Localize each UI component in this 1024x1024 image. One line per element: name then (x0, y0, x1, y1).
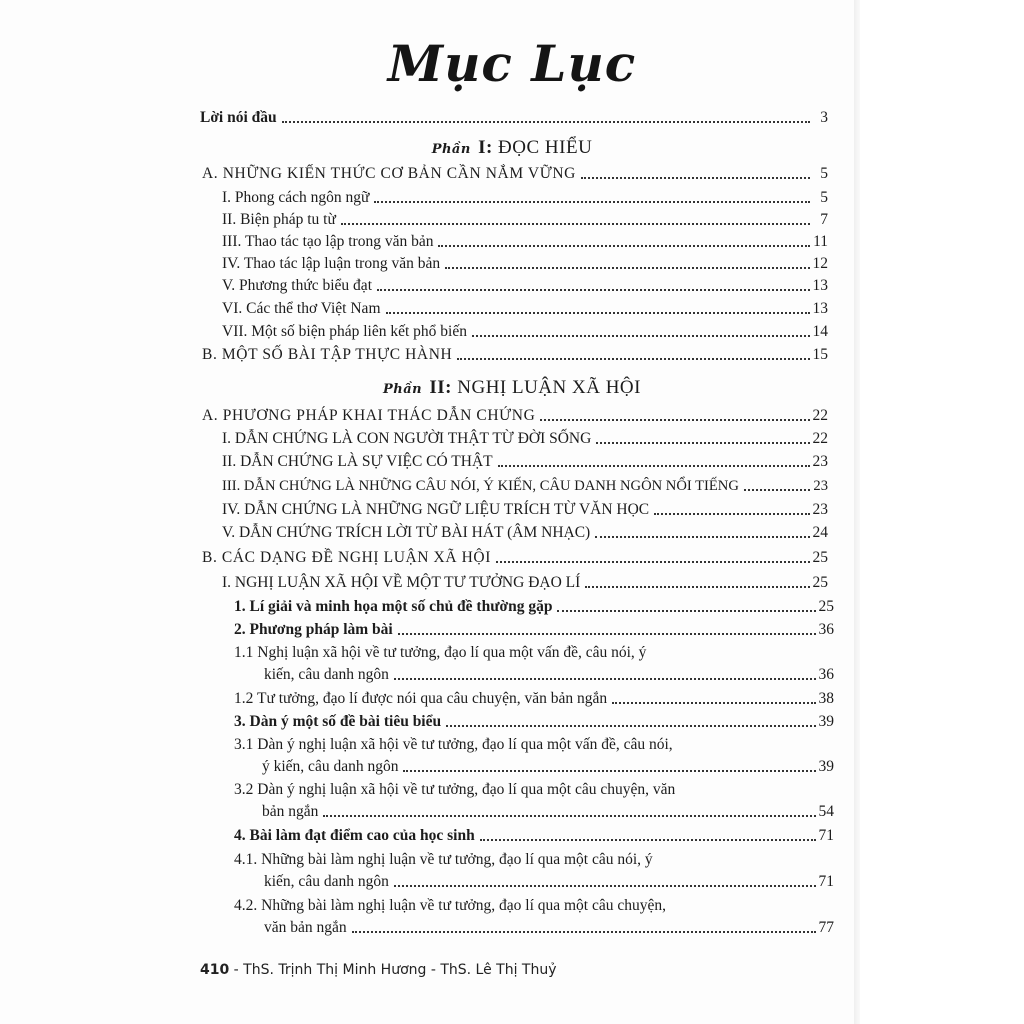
leader-dots (581, 177, 810, 179)
toc-entry (222, 523, 828, 543)
leader-dots (394, 678, 816, 680)
leader-dots (394, 885, 816, 887)
toc-entry (202, 548, 828, 568)
page-number: 410 (200, 962, 230, 978)
toc-title: Mục Lục (387, 34, 637, 93)
toc-entry-label: ý kiến, câu danh ngôn (262, 758, 399, 775)
toc-entry-page: 38 (818, 690, 834, 707)
toc-entry (262, 757, 834, 777)
toc-entry (264, 872, 834, 892)
leader-dots (374, 201, 810, 203)
part-heading (0, 376, 1024, 402)
leader-dots (352, 931, 816, 933)
toc-entry-page: 36 (818, 621, 834, 638)
toc-entry-page: 24 (812, 524, 828, 541)
leader-dots (480, 839, 816, 841)
toc-entry (222, 500, 828, 520)
toc-entry-label: A. PHƯƠNG PHÁP KHAI THÁC DẪN CHỨNG (202, 407, 536, 424)
toc-entry-page: 23 (812, 453, 828, 470)
toc-entry-label-line1: 3.1 Dàn ý nghị luận xã hội về tư tưởng, đạo lí qua một vấn đề, câu nói, (234, 736, 673, 753)
toc-entry-page: 71 (818, 827, 834, 844)
toc-entry-page: 25 (812, 549, 828, 566)
toc-entry-label: V. DẪN CHỨNG TRÍCH LỜI TỪ BÀI HÁT (ÂM NHẠC) (222, 524, 591, 541)
toc-entry-label: kiến, câu danh ngôn (264, 873, 389, 890)
leader-dots (445, 267, 810, 269)
toc-entry-page: 14 (812, 323, 828, 340)
toc-entry (222, 476, 828, 496)
leader-dots (282, 121, 810, 123)
part-prefix: Phần (383, 382, 423, 397)
toc-entry-label: A. NHỮNG KIẾN THỨC CƠ BẢN CẦN NẮM VỮNG (202, 165, 576, 182)
toc-entry-page: 13 (812, 277, 828, 294)
toc-entry-page: 22 (812, 430, 828, 447)
toc-entry-page: 15 (812, 346, 828, 363)
leader-dots (540, 419, 810, 421)
toc-entry-label: văn bản ngắn (264, 919, 347, 936)
toc-entry-label-line1: 4.1. Những bài làm nghị luận về tư tưởng, đạo lí qua một câu nói, ý (234, 851, 653, 868)
toc-entry-label: B. MỘT SỐ BÀI TẬP THỰC HÀNH (202, 346, 453, 363)
toc-entry-label: 1. Lí giải và minh họa một số chủ đề thường gặp (234, 598, 553, 615)
leader-dots (446, 725, 816, 727)
toc-entry (222, 210, 828, 230)
toc-entry (222, 254, 828, 274)
toc-entry-page: 25 (818, 598, 834, 615)
toc-entry-page: 23 (812, 501, 828, 518)
leader-dots (403, 770, 816, 772)
toc-entry-page: 12 (812, 255, 828, 272)
toc-entry (200, 108, 828, 128)
part-number: II: (429, 377, 452, 398)
leader-dots (557, 610, 816, 612)
part-heading (0, 136, 1024, 162)
toc-entry (262, 802, 834, 822)
toc-entry-page: 36 (818, 666, 834, 683)
toc-entry-label: VI. Các thể thơ Việt Nam (222, 300, 381, 317)
leader-dots (654, 513, 810, 515)
toc-entry (202, 406, 828, 426)
toc-entry (222, 276, 828, 296)
toc-entry (222, 188, 828, 208)
toc-entry-page: 22 (812, 407, 828, 424)
toc-entry-label: II. Biện pháp tu từ (222, 211, 336, 228)
toc-entry-page: 5 (820, 189, 828, 206)
footer-authors: - ThS. Trịnh Thị Minh Hương - ThS. Lê Thị Thuỷ (229, 962, 557, 978)
toc-entry-label: I. Phong cách ngôn ngữ (222, 189, 370, 206)
toc-entry (234, 597, 834, 617)
toc-entry (234, 620, 834, 640)
toc-entry (202, 164, 828, 184)
toc-entry-page: 11 (813, 233, 828, 250)
toc-entry (222, 322, 828, 342)
leader-dots (596, 442, 810, 444)
leader-dots (612, 702, 816, 704)
toc-entry (202, 345, 828, 365)
toc-entry (264, 918, 834, 938)
toc-entry (222, 299, 828, 319)
part-prefix: Phần (431, 142, 471, 157)
toc-entry-page: 77 (818, 919, 834, 936)
toc-entry-label: 1.2 Tư tưởng, đạo lí được nói qua câu chuyện, văn bản ngắn (234, 690, 608, 707)
toc-entry-page: 39 (818, 713, 834, 730)
toc-entry-label: 4. Bài làm đạt điểm cao của học sinh (234, 827, 475, 844)
toc-entry-label: V. Phương thức biểu đạt (222, 277, 372, 294)
toc-entry (222, 232, 828, 252)
toc-entry-label-line1: 4.2. Những bài làm nghị luận về tư tưởng, đạo lí qua một câu chuyện, (234, 897, 667, 914)
leader-dots (457, 358, 810, 360)
toc-entry-label-line1: 1.1 Nghị luận xã hội về tư tưởng, đạo lí qua một vấn đề, câu nói, ý (234, 644, 647, 661)
leader-dots (496, 561, 810, 563)
toc-entry-label-line1: 3.2 Dàn ý nghị luận xã hội về tư tưởng, đạo lí qua một câu chuyện, văn (234, 781, 676, 798)
page-footer (200, 962, 557, 978)
toc-entry-page: 71 (818, 873, 834, 890)
toc-entry (234, 712, 834, 732)
leader-dots (438, 245, 810, 247)
part-title: NGHỊ LUẬN XÃ HỘI (457, 377, 641, 398)
part-title: ĐỌC HIỂU (498, 137, 593, 158)
leader-dots (744, 489, 810, 491)
toc-entry-page: 23 (813, 478, 828, 494)
toc-entry-page: 54 (818, 803, 834, 820)
toc-entry-label: VII. Một số biện pháp liên kết phổ biến (222, 323, 467, 340)
toc-entry (222, 573, 828, 593)
toc-entry (222, 452, 828, 472)
toc-entry-label: B. CÁC DẠNG ĐỀ NGHỊ LUẬN XÃ HỘI (202, 549, 491, 566)
toc-entry-label: bản ngắn (262, 803, 319, 820)
toc-entry (234, 826, 834, 846)
leader-dots (341, 223, 810, 225)
leader-dots (398, 633, 816, 635)
toc-entry-label: 3. Dàn ý một số đề bài tiêu biểu (234, 713, 442, 730)
toc-entry-label: I. DẪN CHỨNG LÀ CON NGƯỜI THẬT TỪ ĐỜI SỐNG (222, 430, 592, 447)
toc-entry (234, 689, 834, 709)
toc-entry-label: I. NGHỊ LUẬN XÃ HỘI VỀ MỘT TƯ TƯỞNG ĐẠO LÍ (222, 574, 581, 591)
toc-entry-label: Lời nói đầu (200, 109, 277, 126)
part-number: I: (478, 137, 493, 158)
toc-entry-label: IV. DẪN CHỨNG LÀ NHỮNG NGỮ LIỆU TRÍCH TỪ VĂN HỌC (222, 501, 650, 518)
toc-entry-page: 39 (818, 758, 834, 775)
toc-entry (264, 665, 834, 685)
leader-dots (377, 289, 810, 291)
toc-entry-page: 25 (812, 574, 828, 591)
leader-dots (386, 312, 811, 314)
toc-entry-page: 3 (820, 109, 828, 126)
toc-entry-label: III. Thao tác tạo lập trong văn bản (222, 233, 434, 250)
toc-entry (222, 429, 828, 449)
toc-entry-label: II. DẪN CHỨNG LÀ SỰ VIỆC CÓ THẬT (222, 453, 493, 470)
leader-dots (472, 335, 810, 337)
leader-dots (595, 536, 810, 538)
toc-entry-page: 13 (812, 300, 828, 317)
toc-entry-label: kiến, câu danh ngôn (264, 666, 389, 683)
toc-entry-label: III. DẪN CHỨNG LÀ NHỮNG CÂU NÓI, Ý KIẾN, CÂU DANH NGÔN NỔI TIẾNG (222, 478, 739, 494)
toc-entry-page: 5 (820, 165, 828, 182)
toc-entry-label: IV. Thao tác lập luận trong văn bản (222, 255, 441, 272)
leader-dots (585, 586, 810, 588)
toc-entry-page: 7 (820, 211, 828, 228)
toc-entry-label: 2. Phương pháp làm bài (234, 621, 393, 638)
leader-dots (323, 815, 816, 817)
leader-dots (498, 465, 810, 467)
